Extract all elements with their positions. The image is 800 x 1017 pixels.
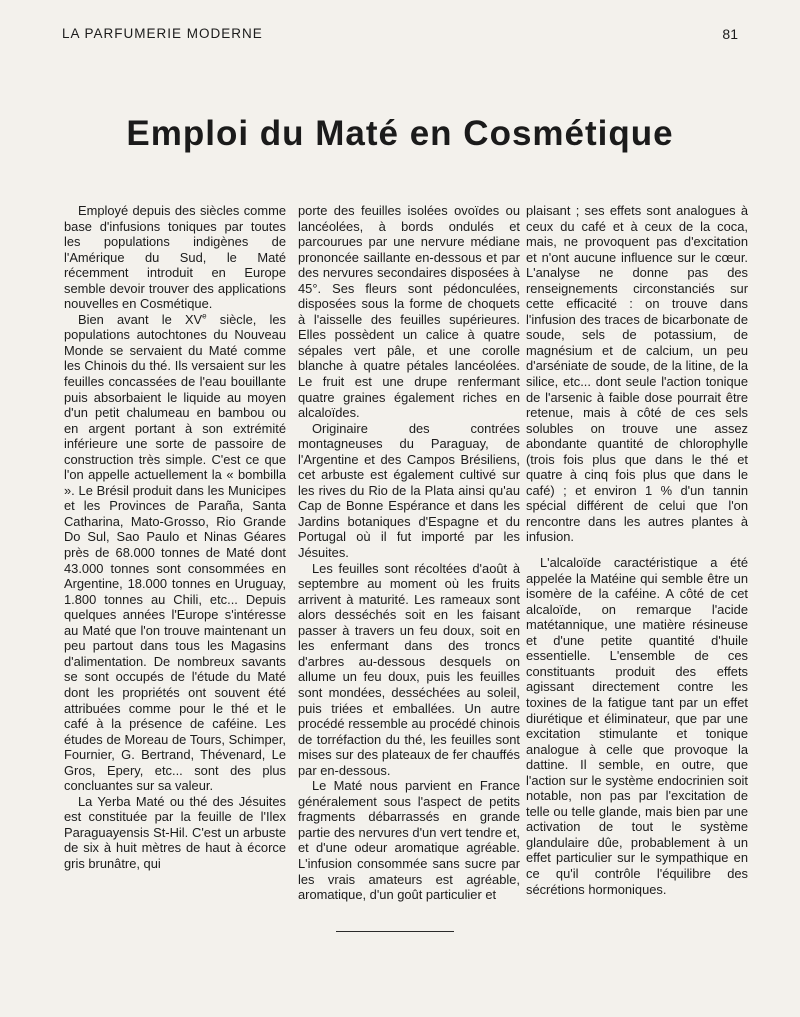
paragraph: plaisant ; ses effets sont analogues à ceux du café et à ceux de la coca, mais, ne provoquent pas d'excitation et n'ont aucune influence sur le cœur. L'analyse ne donne pas des renseignements circonstanciés sur cette efficacité : on trouve dans l'infusion des traces de bicarbonate de soude, sels de potassium, de magnésium et de calcium, un peu d'arséniate de soude, de la litine, de la silice, etc... dont seule l'action tonique de l'arsenic à faible dose pourrait être retenue, mais à côté de ces sels solubles on trouve une assez abondante quantité de chlorophylle (trois fois plus que dans le thé et quatre à cinq fois plus que dans le café) ; et environ 1 % d'un tannin spécial différent de celui que l'on rencontre dans les autres plantes à infusion. — [526, 203, 748, 545]
page-number: 81 — [722, 26, 738, 42]
text-column-2 — [298, 203, 520, 903]
paragraph: Les feuilles sont récoltées d'août à septembre au moment où les fruits arrivent à maturité. Les rameaux sont alors desséchés soit en les faisant passer à travers un feu doux, soit en les enfermant dans des troncs d'arbres au-dessous desquels on allume un feu doux, puis les feuilles sont mondées, desséchées au soleil, puis triées et emballées. Un autre procédé ressemble au procédé chinois de torréfaction du thé, les feuilles sont mises sur des plateaux de fer chauffés par en-dessous. — [298, 560, 520, 778]
paragraph: La Yerba Maté ou thé des Jésuites est constituée par la feuille de l'Ilex Paraguayensis St-Hil. C'est un arbuste de six à huit mètres de haut à écorce gris brunâtre, qui — [64, 793, 286, 871]
paragraph: Bien avant le XVe siècle, les populations autochtones du Nouveau Monde se servaient du Maté comme les Chinois du thé. Ils versaient sur les feuilles concassées de l'eau bouillante puis absorbaient le liquide au moyen d'un petit chalumeau en bambou ou en argent portant à son extrémité inférieure une sorte de passoire de construction très simple. C'est ce que l'on appelle actuellement la « bombilla ». Le Brésil produit dans les Municipes et les Provinces de Paraña, Santa Catharina, Mato-Grosso, Rio Grande Do Sul, Sao Paulo et Ninas Géares près de 68.000 tonnes de Maté dont 43.000 tonnes sont consommées en Argentine, 18.000 tonnes en Uruguay, 1.800 tonnes au Chili, etc... Depuis quelques années l'Europe s'intéresse au Maté que l'on trouve maintenant un peu partout dans tous les Magasins d'alimentation. De nombreux savants se sont occupés de l'étude du Maté dont les propriétés ont souvent été attribuées comme pour le thé et le café à la présence de caféine. Les études de Moreau de Tours, Schimper, Fournier, G. Bertrand, Thévenard, Le Gros, Epery, etc... sont des plus concluantes sur sa valeur. — [64, 311, 286, 794]
paragraph: Le Maté nous parvient en France généralement sous l'aspect de petits fragments débarrassés en grande partie des nervures d'un vert tendre et, et d'une odeur aromatique agréable. L'infusion consommée sans sucre par les vrais amateurs est agréable, aromatique, d'un goût particulier et — [298, 778, 520, 903]
text-column-1 — [64, 203, 286, 872]
end-of-article-rule — [336, 931, 454, 932]
paragraph: L'alcaloïde caractéristique a été appelée la Matéine qui semble être un isomère de la caféine. A côté de cet alcaloïde, on remarque l'acide matétannique, une matière résineuse et d'une petite quantité d'huile essentielle. L'ensemble de ces constituants produit des effets agissant directement contre les toxines de la fatigue tant par un effet diurétique et éliminateur, que par une excitation stimulante et tonique analogue à celle que provoque la dattine. Il semble, en outre, que l'action sur le système endocrinien soit notable, non pas par l'excitation de telle ou telle glande, mais bien par une activation de tout le système glandulaire dûe, probablement à un effet particulier sur le sympathique en ce qu'il contrôle l'équilibre des sécrétions hormoniques. — [526, 555, 748, 897]
journal-name: LA PARFUMERIE MODERNE — [62, 26, 263, 41]
paragraph: porte des feuilles isolées ovoïdes ou lancéolées, à bords ondulés et parcourues par une nervure médiane prononcée saillante en-dessous et par des nervures secondaires disposées à 45°. Ses fleurs sont pédonculées, disposées sous la forme de choquets à l'aisselle des feuilles supérieures. Elles possèdent un calice à quatre sépales vert pâle, et une corolle blanche à quatre pétales lancéolées. Le fruit est une drupe renfermant quatre graines également riches en alcaloïdes. — [298, 203, 520, 421]
paragraph: Originaire des contrées montagneuses du Paraguay, de l'Argentine et des Campos Brésiliens, cet arbuste est également cultivé sur les rives du Rio de la Plata ainsi qu'au Cap de Bonne Espérance et dans les Jardins botaniques d'Espagne et du Portugal où il fut importé par les Jésuites. — [298, 420, 520, 561]
article-title: Emploi du Maté en Cosmétique — [126, 114, 674, 153]
paragraph: Employé depuis des siècles comme base d'infusions toniques par toutes les populations indigènes de l'Amérique du Sud, le Maté récemment introduit en Europe semble devoir trouver des applications nouvelles en Cosmétique. — [64, 203, 286, 312]
text-column-3 — [526, 203, 748, 897]
running-header — [62, 26, 738, 46]
